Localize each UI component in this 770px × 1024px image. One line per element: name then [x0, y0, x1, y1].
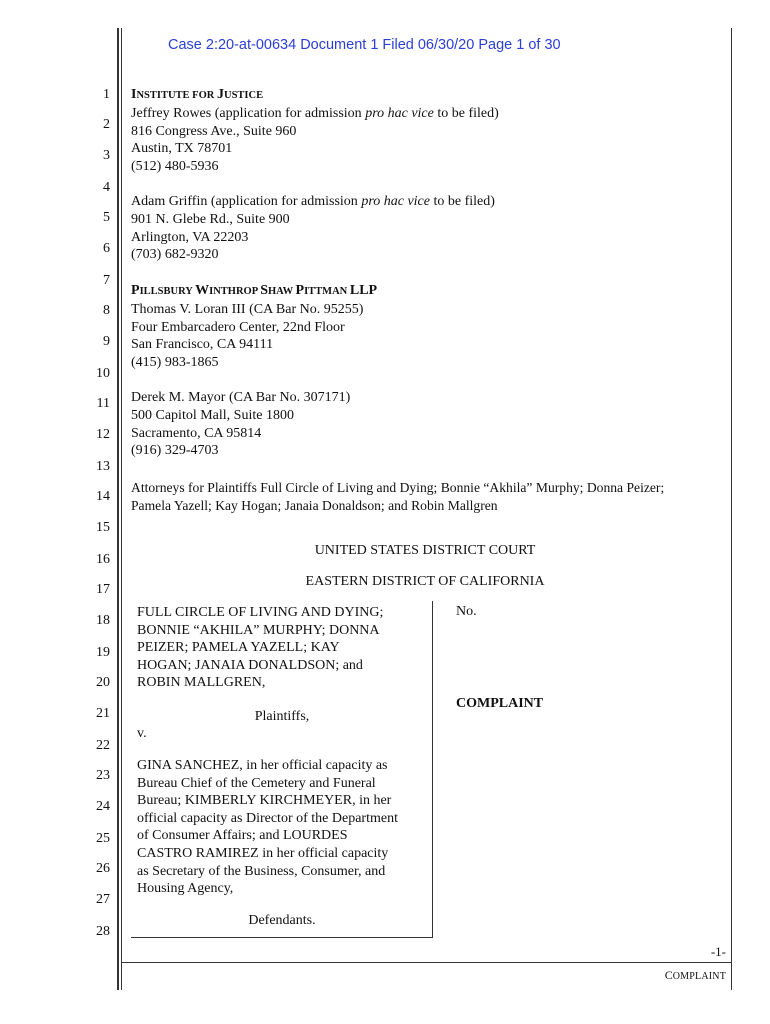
firm-name-rest: ILLSBURY [139, 286, 196, 297]
attorney-line: Derek M. Mayor (CA Bar No. 307171) [131, 390, 351, 405]
firm-institute-for-justice [131, 86, 499, 176]
case-header: Case 2:20-at-00634 Document 1 Filed 06/30/20 Page 1 of 30 [168, 37, 561, 53]
footer-label-rest: OMPLAINT [672, 971, 726, 982]
line-number: 26 [96, 861, 110, 876]
line-number: 13 [96, 459, 110, 474]
defendants-line: GINA SANCHEZ, in her official capacity as [137, 758, 388, 773]
address-line: 901 N. Glebe Rd., Suite 900 [131, 211, 290, 227]
court-district: EASTERN DISTRICT OF CALIFORNIA [305, 574, 545, 589]
phone-line: (916) 329-4703 [131, 443, 219, 459]
attorney-name: Adam Griffin (application for admission [131, 194, 362, 209]
firm-name [131, 86, 499, 105]
line-number: 14 [96, 489, 110, 504]
line-number: 10 [96, 366, 110, 381]
line-number: 17 [96, 582, 110, 597]
firm-pillsbury [131, 282, 377, 372]
firm-name-rest: INTHROP [209, 286, 261, 297]
firm-name-rest: NSTITUTE FOR [136, 90, 217, 101]
line-number: 23 [96, 768, 110, 783]
line-number: 8 [103, 303, 110, 318]
plaintiffs-line: BONNIE “AKHILA” MURPHY; DONNA [137, 622, 380, 638]
line-number: 25 [96, 831, 110, 846]
defendants-line: as Secretary of the Business, Consumer, and [137, 863, 386, 879]
phone-line: (415) 983-1865 [131, 355, 219, 371]
line-number: 6 [103, 241, 110, 256]
phone-line: (512) 480-5936 [131, 159, 219, 175]
address-line: Four Embarcadero Center, 22nd Floor [131, 319, 345, 335]
attorneys-for-statement [131, 479, 664, 515]
right-margin-rule [731, 28, 732, 990]
defendants-line: official capacity as Director of the Department [137, 810, 398, 826]
left-margin-rule-inner [121, 28, 122, 990]
caption-divider-horizontal [131, 937, 433, 938]
caption-divider-vertical [432, 601, 433, 938]
defendants-label: Defendants. [248, 913, 316, 928]
defendants-line: Bureau Chief of the Cemetery and Funeral [137, 775, 376, 791]
attorneys-for-line: Attorneys for Plaintiffs Full Circle of Living and Dying; Bonnie “Akhila” Murphy; Donna Peizer; [131, 480, 665, 495]
defendants-line: CASTRO RAMIREZ in her official capacity [137, 845, 389, 861]
firm-name-rest: HAW [267, 286, 296, 297]
attorney-name: Jeffrey Rowes (application for admission [131, 105, 366, 121]
defendants-line: of Consumer Affairs; and LOURDES [137, 828, 348, 844]
line-number: 27 [96, 892, 110, 907]
plaintiffs-line: FULL CIRCLE OF LIVING AND DYING; [137, 605, 384, 620]
attorney-line [131, 105, 499, 123]
attorney-note: to be filed) [433, 105, 499, 121]
firm-name-initial: P [131, 283, 140, 298]
pro-hac-vice: pro hac vice [365, 105, 434, 121]
plaintiffs-line: PEIZER; PAMELA YAZELL; KAY [137, 640, 340, 656]
line-number: 24 [96, 799, 110, 814]
line-number: 1 [103, 87, 110, 102]
phone-line: (703) 682-9320 [131, 247, 219, 263]
footer-label-initial: C [664, 968, 673, 982]
line-number: 20 [96, 675, 110, 690]
attorney-block-griffin [131, 193, 495, 264]
plaintiffs-list [137, 604, 383, 692]
line-number: 22 [96, 738, 110, 753]
versus: v. [137, 726, 147, 741]
firm-name-initial: J [216, 87, 224, 102]
address-line: Arlington, VA 22203 [131, 229, 249, 245]
address-line: Sacramento, CA 95814 [131, 425, 262, 441]
line-number: 12 [96, 427, 110, 442]
address-line: 500 Capitol Mall, Suite 1800 [131, 407, 294, 423]
line-number: 19 [96, 645, 110, 660]
firm-name-initial: S [260, 283, 268, 298]
line-number: 3 [103, 148, 110, 163]
page-number: -1- [710, 944, 726, 959]
line-number: 7 [103, 273, 110, 288]
address-line: Austin, TX 78701 [131, 141, 233, 157]
line-number: 2 [103, 117, 110, 132]
pro-hac-vice: pro hac vice [361, 194, 430, 209]
firm-name-initial: P [295, 283, 305, 298]
attorney-note: to be filed) [430, 194, 495, 209]
line-number: 9 [103, 334, 110, 349]
court-name: UNITED STATES DISTRICT COURT [314, 543, 536, 558]
left-margin-rule-outer [117, 28, 119, 990]
attorney-block-mayor [131, 389, 350, 460]
defendants-list [137, 757, 398, 898]
line-number: 4 [103, 180, 110, 195]
firm-name-initial: I [131, 87, 137, 102]
line-number: 11 [96, 396, 110, 411]
attorneys-for-line: Pamela Yazell; Kay Hogan; Janaia Donaldson; and Robin Mallgren [131, 497, 498, 513]
attorney-line: Thomas V. Loran III (CA Bar No. 95255) [131, 301, 364, 317]
line-number: 18 [96, 613, 110, 628]
line-number: 21 [96, 706, 110, 721]
firm-name-rest: ITTMAN [304, 286, 350, 297]
firm-name-suffix: LLP [349, 283, 378, 298]
document-title: COMPLAINT [456, 696, 544, 711]
line-number: 16 [96, 552, 110, 567]
firm-name-rest: USTICE [223, 90, 264, 101]
defendants-line: Housing Agency, [137, 881, 234, 897]
attorney-line [131, 193, 495, 211]
firm-name [131, 282, 377, 301]
footer-label [640, 966, 726, 984]
line-number: 28 [96, 924, 110, 939]
address-line: 816 Congress Ave., Suite 960 [131, 123, 297, 139]
plaintiffs-label: Plaintiffs, [254, 709, 310, 724]
case-number-label: No. [456, 604, 477, 619]
plaintiffs-line: HOGAN; JANAIA DONALDSON; and [137, 657, 363, 673]
plaintiffs-line: ROBIN MALLGREN, [137, 675, 266, 691]
address-line: San Francisco, CA 94111 [131, 337, 274, 353]
line-number: 15 [96, 520, 110, 535]
defendants-line: Bureau; KIMBERLY KIRCHMEYER, in her [137, 793, 392, 809]
firm-name-initial: W [195, 283, 210, 298]
footer-rule [121, 962, 732, 963]
line-number: 5 [103, 210, 110, 225]
